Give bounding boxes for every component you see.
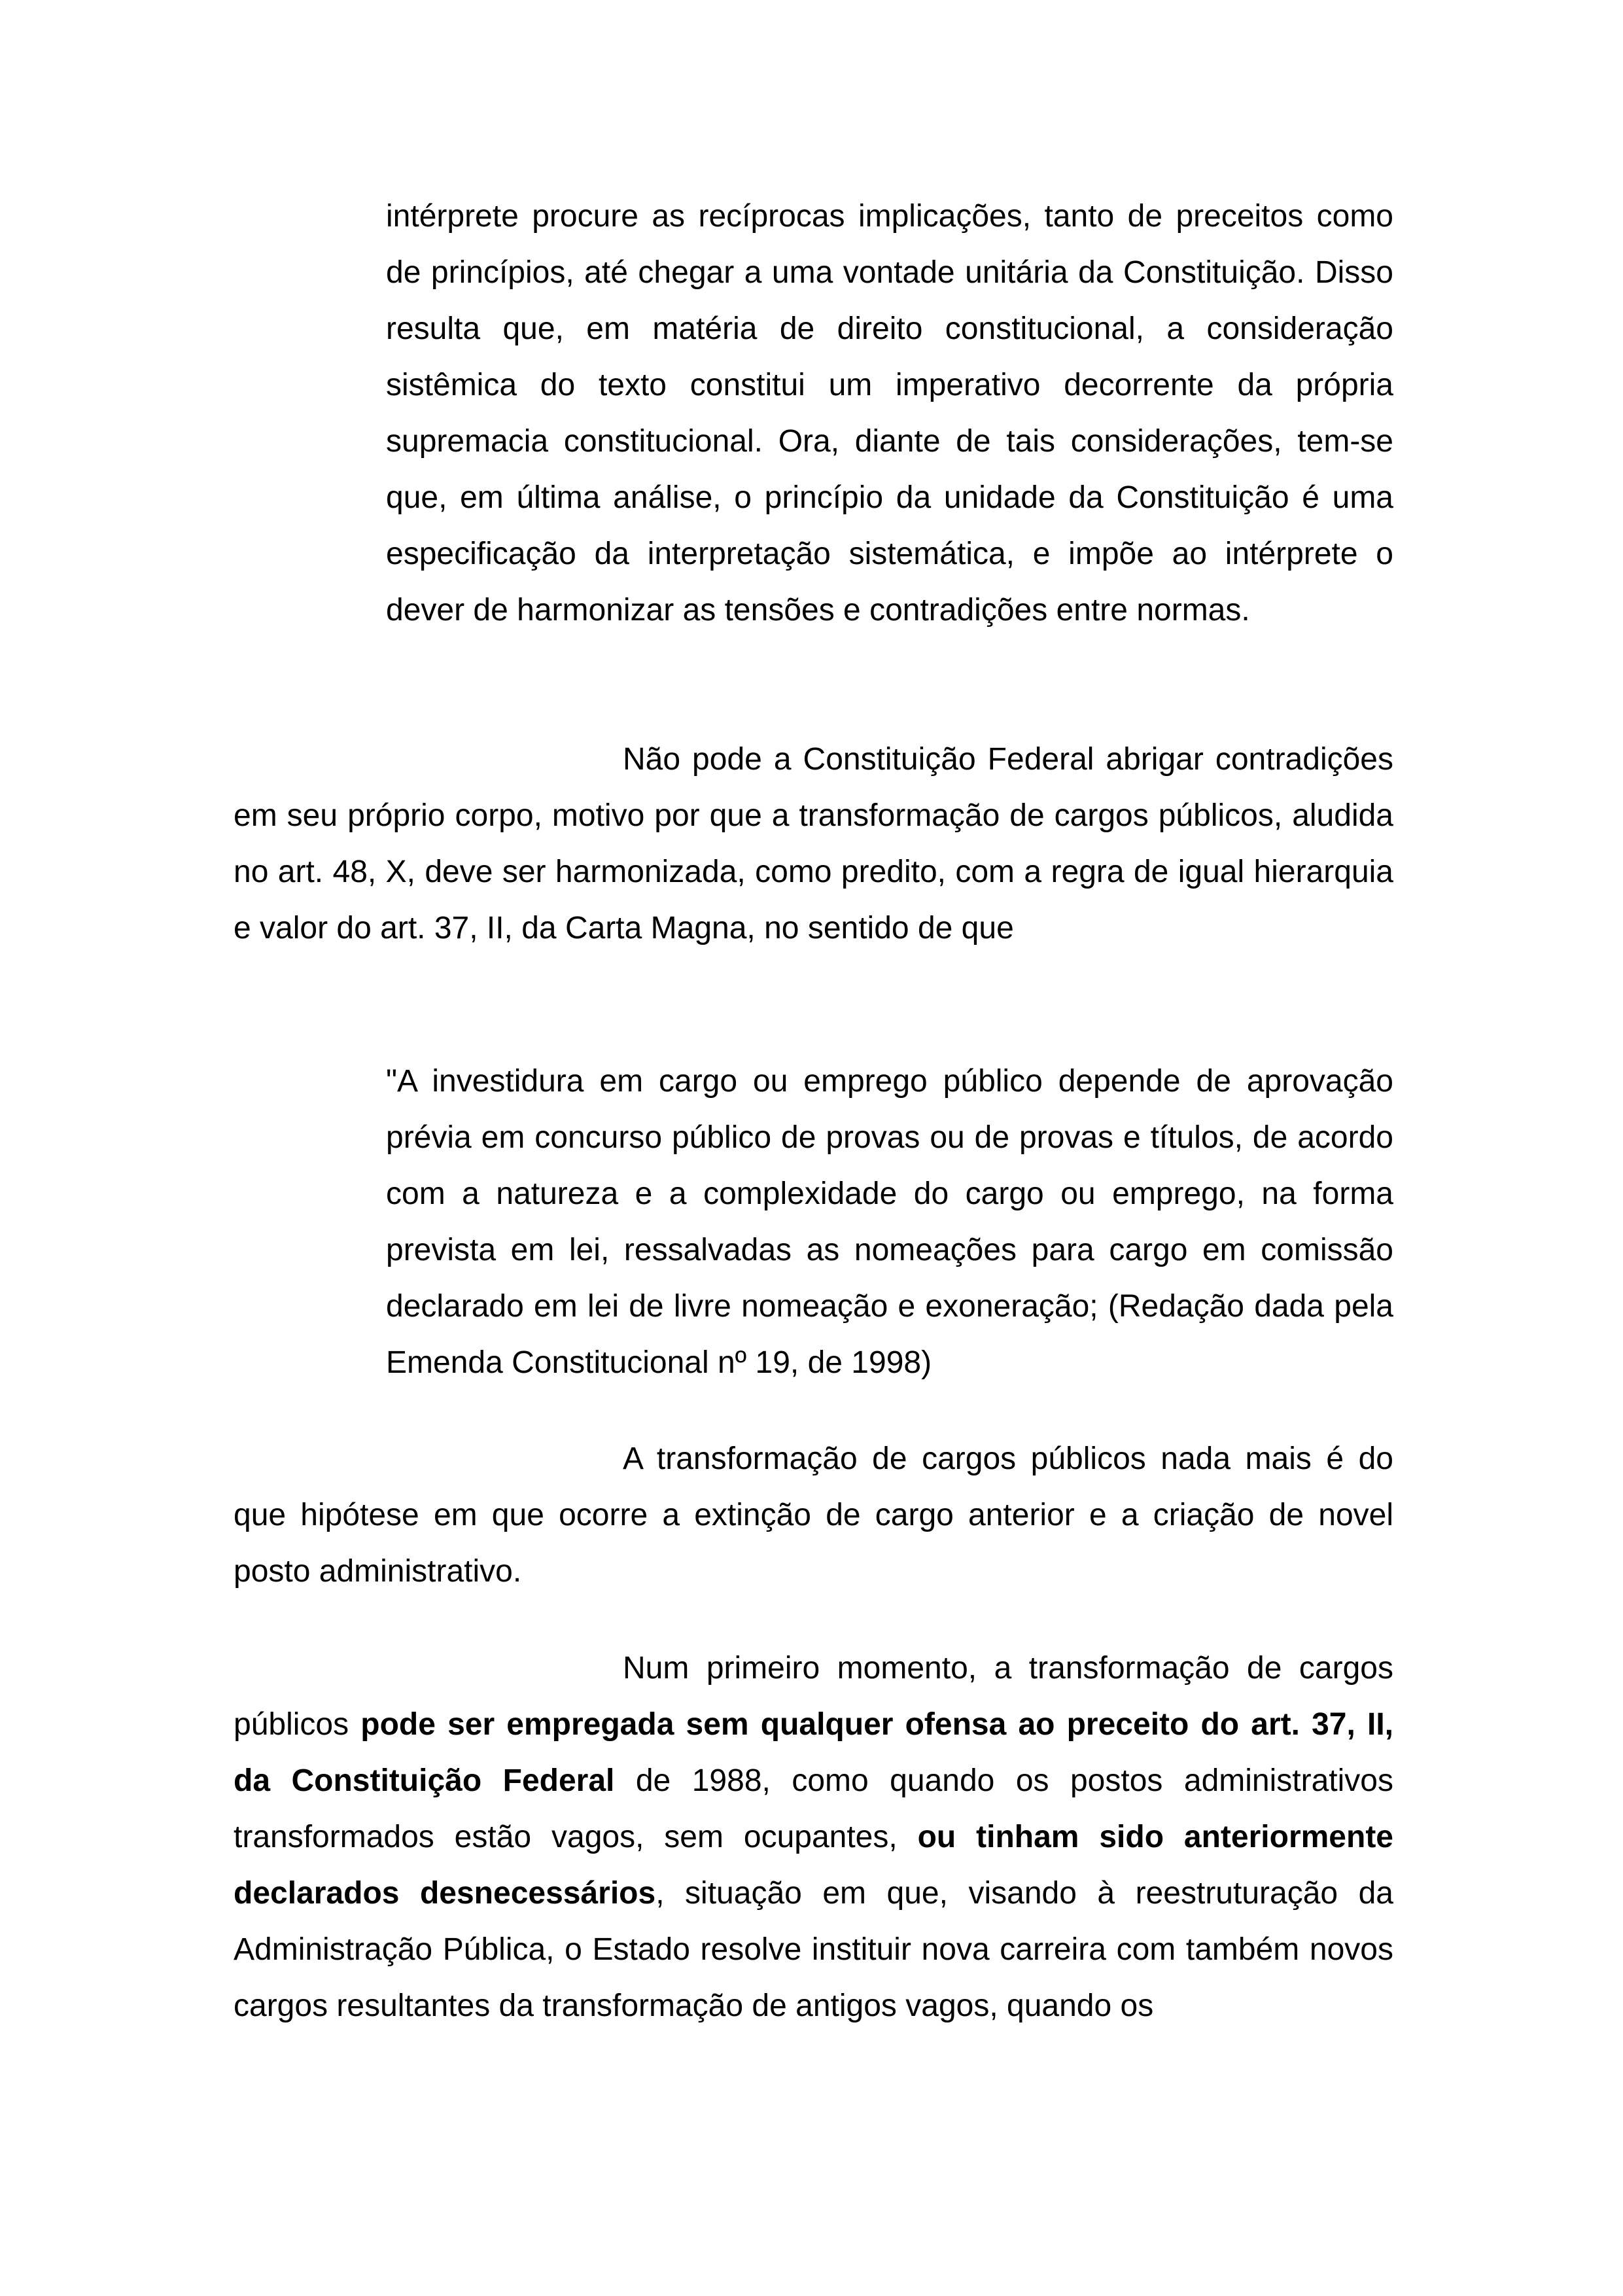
paragraph-transformacao: A transformação de cargos públicos nada mais é do que hipótese em que ocorre a extinção de cargo anterior e a criação de novel posto administrativo.	[234, 1441, 1393, 1589]
paragraph-contradicoes: Não pode a Constituição Federal abrigar contradições em seu próprio corpo, motivo por que a transformação de cargos públicos, aludida no art. 48, X, deve ser harmonizada, como predito, com a regra de igual hierarquia e valor do art. 37, II, da Carta Magna, no sentido de que	[234, 742, 1393, 945]
paragraph-text-part-3: , situação em que, visando à reestruturação da Administração Pública, o Estado resolve instituir nova carreira com também novos cargos resultantes da transformação de antigos vagos, quando os	[234, 1876, 1393, 2023]
paragraph-indented-continuation: intérprete procure as recíprocas implicações, tanto de preceitos como de princípios, até chegar a uma vontade unitária da Constituição. Disso resulta que, em matéria de direito constitucional, a consideração sistêmica do texto constitui um imperativo decorrente da própria supremacia constitucional. Ora, diante de tais considerações, tem-se que, em última análise, o princípio da unidade da Constituição é uma especificação da interpretação sistemática, e impõe ao intérprete o dever de harmonizar as tensões e contradições entre normas.	[386, 199, 1393, 627]
paragraph-text-part-2: de 1988, como quando os postos administrativos transformados estão vagos, sem ocupantes,	[234, 1763, 1393, 1854]
paragraph-primeiro-momento	[234, 1640, 1393, 2034]
bold-emphasis-2: ou tinham sido anteriormente declarados desnecessários	[234, 1820, 1394, 1911]
paragraph-text-part-1: Num primeiro momento, a transformação de cargos públicos	[234, 1651, 1393, 1742]
block-quote-art-37: "A investidura em cargo ou emprego público depende de aprovação prévia em concurso público de provas ou de provas e títulos, de acordo com a natureza e a complexidade do cargo ou emprego, na forma prevista em lei, ressalvadas as nomeações para cargo em comissão declarado em lei de livre nomeação e exoneração; (Redação dada pela Emenda Constitucional nº 19, de 1998)	[386, 1064, 1393, 1380]
bold-emphasis-1: pode ser empregada sem qualquer ofensa ao preceito do art. 37, II, da Constituição Federal	[234, 1707, 1393, 1798]
